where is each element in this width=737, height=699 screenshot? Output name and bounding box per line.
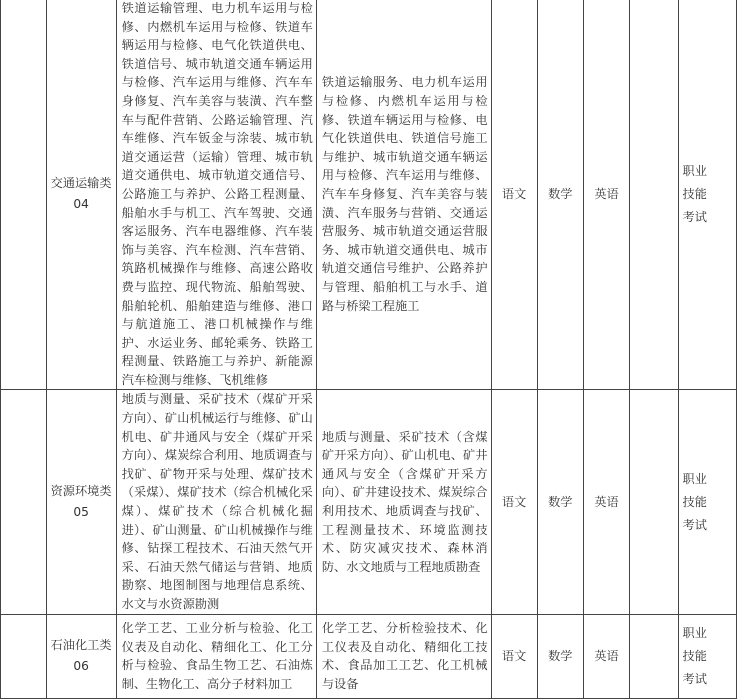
skill-exam-line: 职业 xyxy=(682,625,707,640)
blank-cell xyxy=(630,390,678,614)
category-cell xyxy=(46,390,116,614)
category-cell xyxy=(46,0,116,390)
skill-exam-line: 技能 xyxy=(682,494,707,509)
blank-cell xyxy=(630,614,678,698)
subject-english: 英语 xyxy=(583,390,629,614)
category-code: 05 xyxy=(73,505,89,520)
category-code: 06 xyxy=(73,659,89,674)
subject-english: 英语 xyxy=(583,614,629,698)
blank-cell xyxy=(630,0,678,390)
skill-exam-line: 职业 xyxy=(682,471,707,486)
table-row xyxy=(1,614,737,698)
skill-exam-cell xyxy=(678,614,736,698)
secondary-majors-cell: 铁道运输管理、电力机车运用与检修、内燃机车运用与检修、铁道车辆运用与检修、电气化铁道供电、铁道信号、城市轨道交通车辆运用与检修、汽车运用与维修、汽车车身修复、汽车美容与装潢、汽车整车与配件营销、公路运输管理、汽车维修、汽车钣金与涂装、城市轨道交通运营（运输）管理、城市轨道交通供电、城市轨道交通信号、公路施工与养护、公路工程测量、船舶水手与机工、汽车驾驶、交通客运服务、汽车电器维修、汽车装饰与美容、汽车检测、汽车营销、筑路机械操作与维修、高速公路收费与监控、现代物流、船舶驾驶、船舶轮机、船舶建造与维修、港口与航道施工、港口机械操作与维护、水运业务、邮轮乘务、铁路工程测量、铁路施工与养护、新能源汽车检测与维修、飞机维修 xyxy=(116,0,316,390)
category-name: 石油化工类 xyxy=(50,638,112,653)
skill-exam-line: 考试 xyxy=(682,671,707,686)
table-row xyxy=(1,390,737,614)
blank-cell xyxy=(1,0,47,390)
skill-exam-line: 考试 xyxy=(682,209,707,224)
higher-majors-cell: 化学工艺、分析检验技术、化工仪表及自动化、精细化工技术、食品加工工艺、化工机械与设备 xyxy=(316,614,491,698)
table-row xyxy=(1,0,737,390)
blank-cell xyxy=(1,390,47,614)
category-name: 资源环境类 xyxy=(50,484,112,499)
subject-math: 数学 xyxy=(537,614,583,698)
category-code: 04 xyxy=(73,197,89,212)
higher-majors-cell: 地质与测量、采矿技术（含煤矿开采方向）、矿山机电、矿井通风与安全（含煤矿开采方向）、矿井建设技术、煤炭综合利用技术、地质调查与找矿、工程测量技术、环境监测技术、防灾减灾技术、森林消防、水文地质与工程地质勘查 xyxy=(316,390,491,614)
skill-exam-line: 技能 xyxy=(682,186,707,201)
subject-chinese: 语文 xyxy=(491,0,537,390)
skill-exam-cell xyxy=(678,390,736,614)
subject-chinese: 语文 xyxy=(491,390,537,614)
subject-math: 数学 xyxy=(537,390,583,614)
secondary-majors-cell: 化学工艺、工业分析与检验、化工仪表及自动化、精细化工、化工分析与检验、食品生物工艺、石油炼制、生物化工、高分子材料加工 xyxy=(116,614,316,698)
category-name: 交通运输类 xyxy=(50,176,112,191)
subject-math: 数学 xyxy=(537,0,583,390)
skill-exam-line: 技能 xyxy=(682,648,707,663)
skill-exam-cell xyxy=(678,0,736,390)
skill-exam-line: 考试 xyxy=(682,517,707,532)
subject-chinese: 语文 xyxy=(491,614,537,698)
secondary-majors-cell: 地质与测量、采矿技术（煤矿开采方向）、矿山机械运行与维修、矿山机电、矿井通风与安全（煤矿开采方向）、煤炭综合利用、地质调查与找矿、矿物开采与处理、煤矿技术（采煤）、煤矿技术（综合机械化采煤）、煤矿技术（综合机械化掘进）、矿山测量、矿山机械操作与维修、钻探工程技术、石油天然气开采、石油天然气储运与营销、地质勘察、地图制图与地理信息系统、水文与水资源勘测 xyxy=(116,390,316,614)
skill-exam-line: 职业 xyxy=(682,163,707,178)
blank-cell xyxy=(1,614,47,698)
higher-majors-cell: 铁道运输服务、电力机车运用与检修、内燃机车运用与检修、铁道车辆运用与检修、电气化铁道供电、铁道信号施工与维护、城市轨道交通车辆运用与检修、汽车运用与维修、汽车车身修复、汽车美容与装潢、汽车服务与营销、交通运营服务、城市轨道交通运营服务、城市轨道交通供电、城市轨道交通信号维护、公路养护与管理、船舶机工与水手、道路与桥梁工程施工 xyxy=(316,0,491,390)
category-cell xyxy=(46,614,116,698)
subject-english: 英语 xyxy=(583,0,629,390)
